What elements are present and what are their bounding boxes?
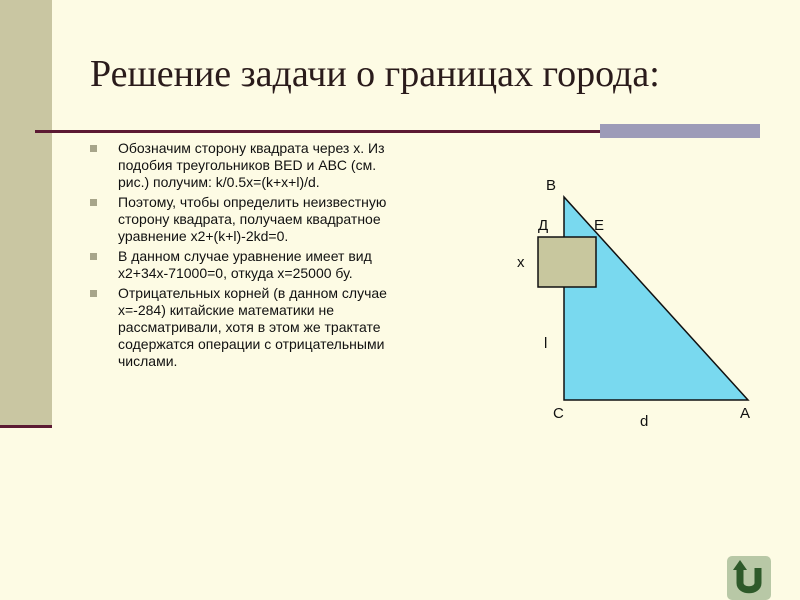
label-c: C (553, 405, 564, 422)
label-d: Д (538, 217, 549, 234)
left-decor-line (0, 425, 52, 428)
bullet-item (90, 194, 405, 245)
u-turn-arrow-icon (727, 556, 771, 600)
label-l: l (544, 335, 548, 352)
triangle-abc (564, 197, 748, 400)
title-accent-bar (600, 124, 760, 138)
bullet-marker (90, 199, 97, 206)
triangle-diagram (500, 165, 770, 445)
bullet-text: Отрицательных корней (в данном случае x=-284) китайские математики не рассматривали, хотя в этом же трактате содержатся операции с отрицательными числами. (118, 285, 387, 369)
return-button[interactable] (727, 556, 771, 600)
label-b: B (546, 177, 557, 194)
label-a: A (740, 405, 751, 422)
bullet-text: Обозначим сторону квадрата через x. Из подобия треугольников BED и ABC (см. рис.) получим: k/0.5x=(k+x+l)/d. (118, 140, 385, 190)
slide-title: Решение задачи о границах города: (90, 53, 660, 95)
bullet-text: Поэтому, чтобы определить неизвестную сторону квадрата, получаем квадратное уравнение x2+(k+l)-2kd=0. (118, 194, 387, 244)
label-x: x (517, 254, 525, 271)
label-d-side: d (640, 413, 649, 430)
bullet-item (90, 140, 405, 191)
square-x (538, 237, 596, 287)
bullet-item (90, 285, 405, 370)
label-e: E (594, 217, 605, 234)
bullet-text: В данном случае уравнение имеет вид x2+34x-71000=0, откуда x=25000 бу. (118, 248, 372, 281)
left-decor-strip (0, 0, 52, 428)
bullet-item (90, 248, 405, 282)
bullet-marker (90, 290, 97, 297)
bullet-marker (90, 253, 97, 260)
bullet-list (90, 140, 405, 373)
bullet-marker (90, 145, 97, 152)
